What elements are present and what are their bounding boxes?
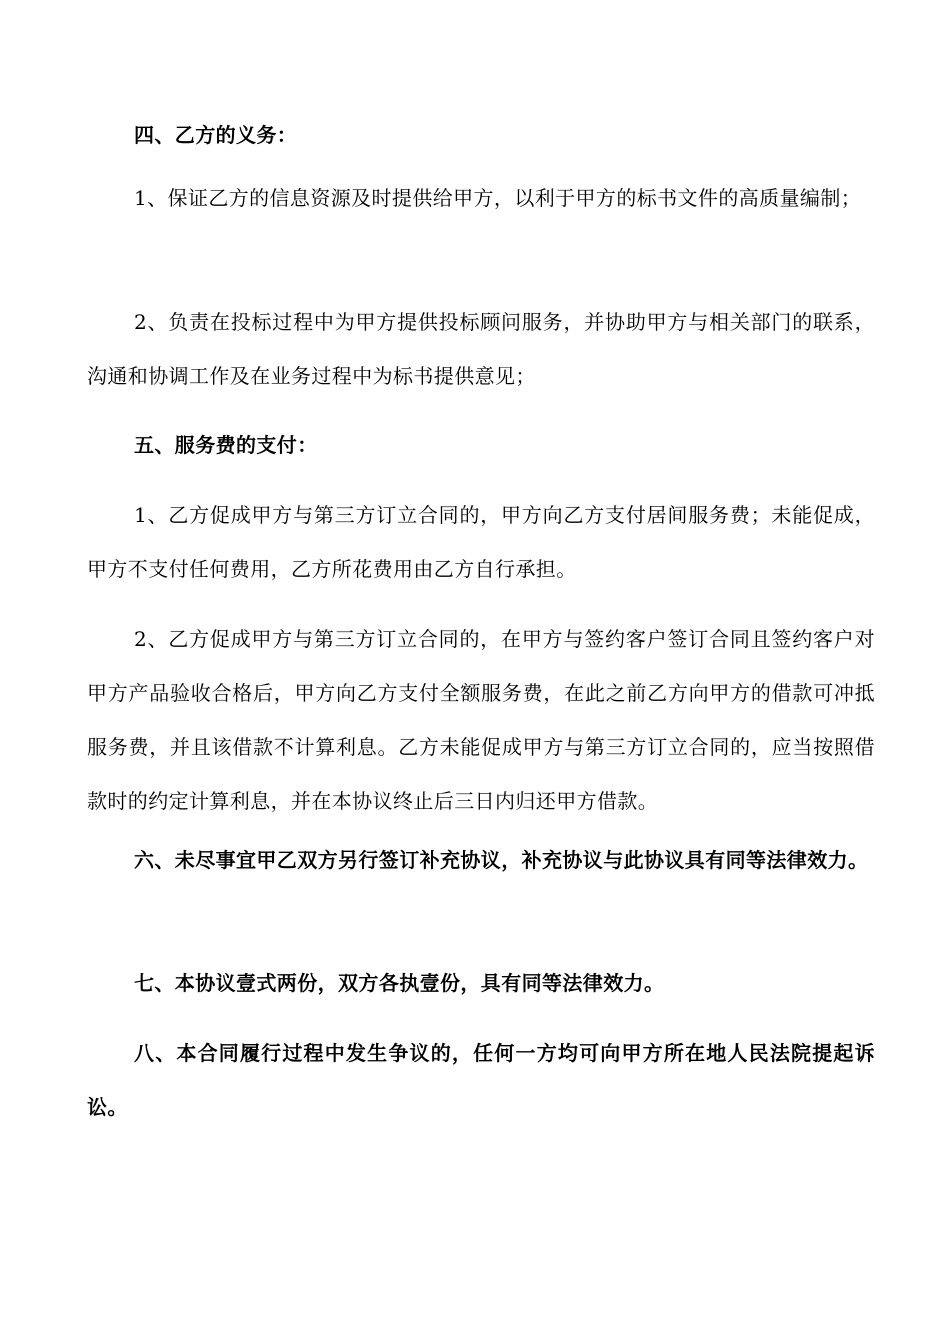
section-4-heading: 四、乙方的义务：	[134, 123, 298, 147]
section-4-item-2: 2、负责在投标过程中为甲方提供投标顾问服务，并协助甲方与相关部门的联系，沟通和协调工作及在业务过程中为标书提供意见；	[87, 310, 875, 388]
section-6: 六、未尽事宜甲乙双方另行签订补充协议，补充协议与此协议具有同等法律效力。	[134, 848, 869, 872]
section-5-heading: 五、服务费的支付：	[134, 433, 318, 457]
section-4-item-1: 1、保证乙方的信息资源及时提供给甲方，以利于甲方的标书文件的高质量编制；	[134, 186, 862, 210]
section-8: 八、本合同履行过程中发生争议的，任何一方均可向甲方所在地人民法院提起诉讼。	[87, 1041, 875, 1119]
section-5-item-2: 2、乙方促成甲方与第三方订立合同的，在甲方与签约客户签订合同且签约客户对甲方产品验收合格后，甲方向乙方支付全额服务费，在此之前乙方向甲方的借款可冲抵服务费，并且该借款不计算利息。乙方未能促成甲方与第三方订立合同的，应当按照借款时的约定计算利息，并在本协议终止后三日内归还甲方借款。	[87, 627, 875, 813]
section-5-item-1: 1、乙方促成甲方与第三方订立合同的，甲方向乙方支付居间服务费；未能促成，甲方不支付任何费用，乙方所花费用由乙方自行承担。	[87, 503, 875, 581]
section-7: 七、本协议壹式两份，双方各执壹份，具有同等法律效力。	[134, 971, 665, 995]
